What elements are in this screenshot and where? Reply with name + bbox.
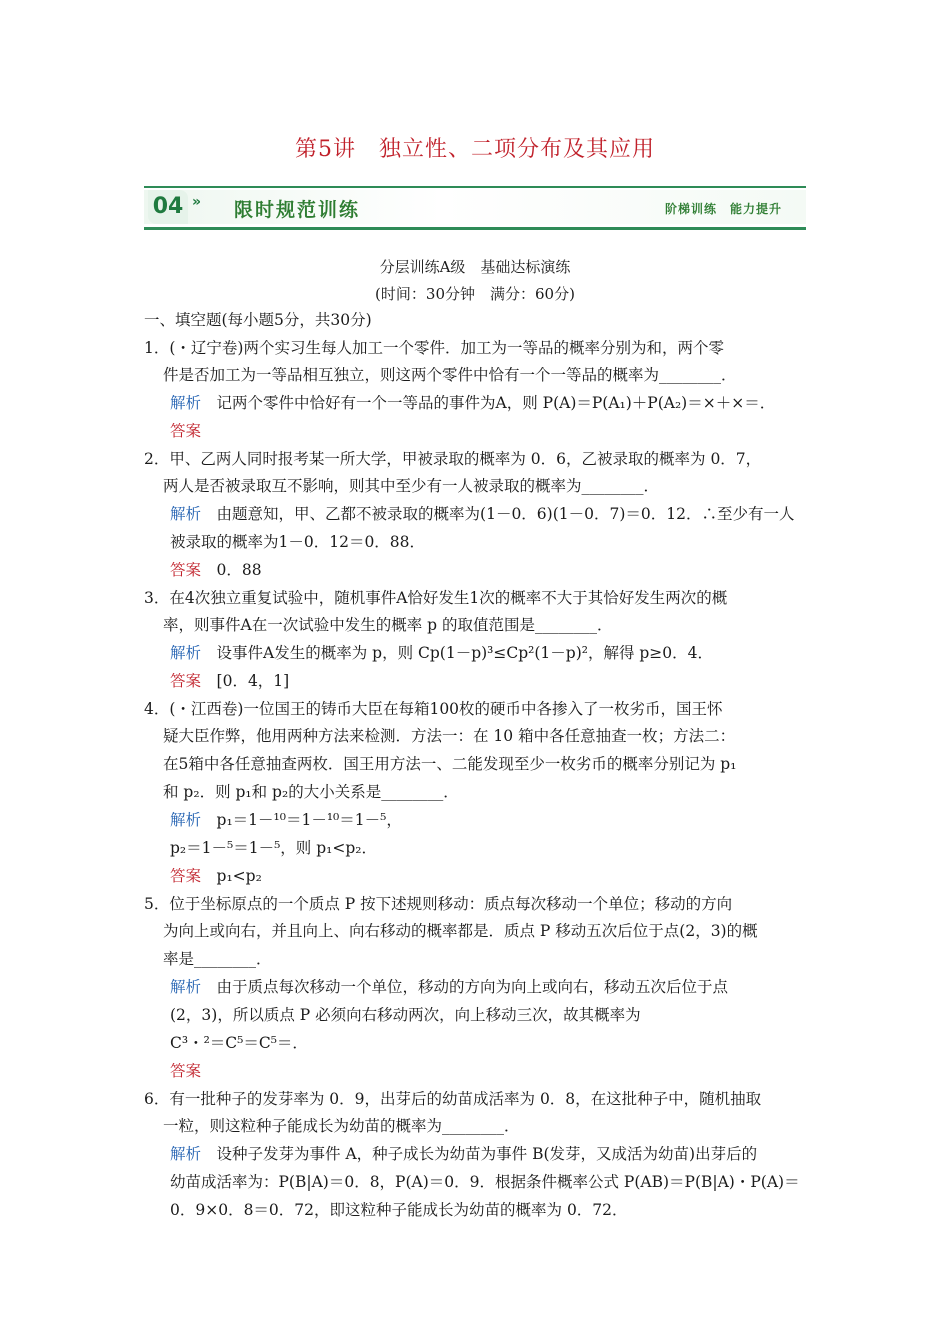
problem-1-analysis <box>170 393 775 413</box>
answer-label: 答案 <box>170 422 202 440</box>
level-heading: 分层训练A级 基础达标演练 <box>379 258 571 276</box>
problem-6-line-1: 6．有一批种子的发芽率为 0．9，出芽后的幼苗成活率为 0．8，在这批种子中，随机抽取 <box>144 1090 762 1108</box>
problem-4-line-1: 4．(・江西卷)一位国王的铸币大臣在每箱100枚的硬币中各掺入了一枚劣币，国王怀 <box>144 700 723 718</box>
problem-5-analysis <box>170 977 728 997</box>
answer-text: p₁<p₂ <box>216 867 262 885</box>
problem-5-answer <box>170 1061 217 1081</box>
problem-1-line-2: 件是否加工为一等品相互独立，则这两个零件中恰有一个一等品的概率为________． <box>163 366 737 384</box>
page-title: 第5讲 独立性、二项分布及其应用 <box>295 137 655 162</box>
problem-3-analysis <box>170 643 713 663</box>
analysis-label: 解析 <box>170 811 202 829</box>
analysis-label: 解析 <box>170 978 202 996</box>
problem-4-line-4: 和 p₂．则 p₁和 p₂的大小关系是________． <box>163 783 459 801</box>
problem-5-line-2: 为向上或向右，并且向上、向右移动的概率都是．质点 P 移动五次后位于点(2，3)的概 <box>163 922 758 940</box>
analysis-label: 解析 <box>170 1145 202 1163</box>
problem-2-line-2: 两人是否被录取互不影响，则其中至少有一人被录取的概率为________． <box>163 477 660 495</box>
banner-subtitle: 阶梯训练 能力提升 <box>664 202 782 216</box>
problem-6-analysis <box>170 1144 757 1164</box>
problem-3-line-1: 3．在4次独立重复试验中，随机事件A恰好发生1次的概率不大于其恰好发生两次的概 <box>144 589 728 607</box>
problem-6-analysis-cont: 幼苗成活率为：P(B|A)＝0．8，P(A)＝0．9．根据条件概率公式 P(AB)＝P(B|A)・P(A)＝ <box>170 1173 800 1191</box>
answer-label: 答案 <box>170 561 202 579</box>
problem-6-line-2: 一粒，则这粒种子能成长为幼苗的概率为________． <box>163 1117 520 1135</box>
problem-5-analysis-formula: C³・²＝C⁵＝C⁵＝． <box>170 1034 308 1052</box>
banner-badge: 04 <box>148 190 188 224</box>
problem-4-line-2: 疑大臣作弊，他用两种方法来检测．方法一：在 10 箱中各任意抽查一枚；方法二： <box>163 727 736 745</box>
problem-4-answer <box>170 866 262 886</box>
analysis-text: 记两个零件中恰好有一个一等品的事件为A，则 P(A)＝P(A₁)＋P(A₂)＝×＋×＝． <box>216 394 776 412</box>
chevron-icon: » <box>192 194 202 210</box>
analysis-text: 由题意知，甲、乙都不被录取的概率为(1－0．6)(1－0．7)＝0．12．∴至少有一人 <box>216 505 795 523</box>
analysis-text: 设事件A发生的概率为 p，则 Cp(1－p)³≤Cp²(1－p)²，解得 p≥0．4． <box>216 644 714 662</box>
analysis-text: p₁＝1－¹⁰＝1－¹⁰＝1－⁵， <box>216 811 402 829</box>
problem-5-analysis-cont: (2，3)，所以质点 P 必须向右移动两次，向上移动三次，故其概率为 <box>170 1006 641 1024</box>
answer-text: 0．88 <box>216 561 262 579</box>
time-score-note: (时间：30分钟 满分：60分) <box>375 285 575 303</box>
answer-label: 答案 <box>170 1062 202 1080</box>
problem-1-line-1: 1．(・辽宁卷)两个实习生每人加工一个零件．加工为一等品的概率分别为和，两个零 <box>144 339 724 357</box>
answer-label: 答案 <box>170 867 202 885</box>
answer-text: [0．4，1] <box>216 672 290 690</box>
problem-1-answer <box>170 421 217 441</box>
problem-2-analysis <box>170 504 794 524</box>
banner-title: 限时规范训练 <box>234 199 361 221</box>
problem-3-answer <box>170 671 289 691</box>
problem-2-line-1: 2．甲、乙两人同时报考某一所大学，甲被录取的概率为 0．6，乙被录取的概率为 0．7， <box>144 450 762 468</box>
problem-5-line-1: 5．位于坐标原点的一个质点 P 按下述规则移动：质点每次移动一个单位；移动的方向 <box>144 895 733 913</box>
problem-2-analysis-cont: 被录取的概率为1－0．12＝0．88． <box>170 533 426 551</box>
problem-4-analysis <box>170 810 402 830</box>
analysis-label: 解析 <box>170 394 202 412</box>
problem-6-analysis-end: 0．9×0．8＝0．72，即这粒种子能成长为幼苗的概率为 0．72． <box>170 1201 628 1219</box>
problem-4-analysis-cont: p₂＝1－⁵＝1－⁵，则 p₁<p₂． <box>170 839 377 857</box>
analysis-text: 设种子发芽为事件 A，种子成长为幼苗为事件 B(发芽，又成活为幼苗)出芽后的 <box>216 1145 758 1163</box>
problem-3-line-2: 率，则事件A在一次试验中发生的概率 p 的取值范围是________． <box>163 616 613 634</box>
analysis-label: 解析 <box>170 505 202 523</box>
problem-4-line-3: 在5箱中各任意抽查两枚．国王用方法一、二能发现至少一枚劣币的概率分别记为 p₁ <box>163 755 737 773</box>
section-banner <box>144 186 806 230</box>
section-heading: 一、填空题(每小题5分，共30分) <box>144 311 372 329</box>
analysis-label: 解析 <box>170 644 202 662</box>
problem-2-answer <box>170 560 262 580</box>
problem-5-line-3: 率是________． <box>163 950 272 968</box>
analysis-text: 由于质点每次移动一个单位，移动的方向为向上或向右，移动五次后位于点 <box>216 978 729 996</box>
answer-label: 答案 <box>170 672 202 690</box>
